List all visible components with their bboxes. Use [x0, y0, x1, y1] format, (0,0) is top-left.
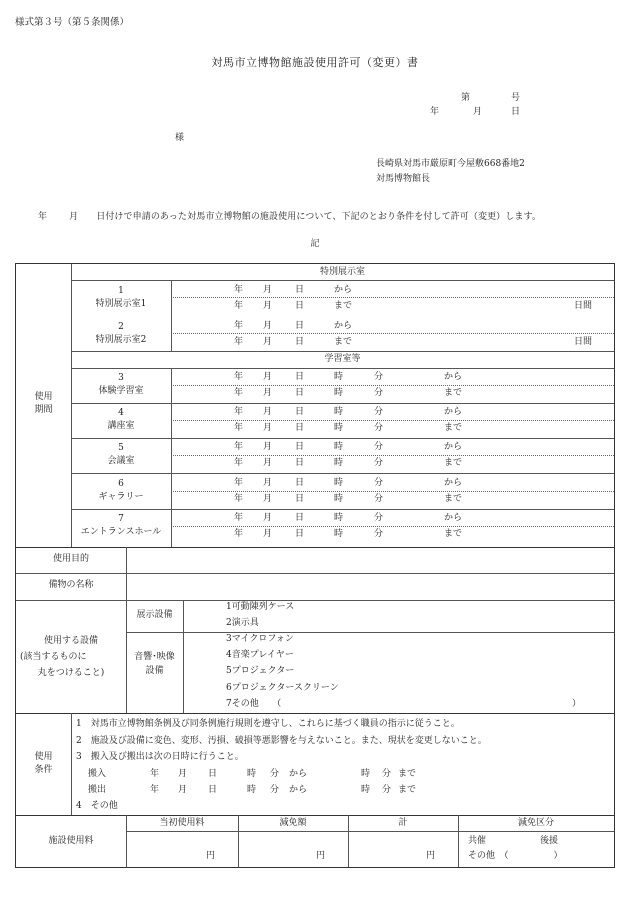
date-unit: 日 [295, 337, 305, 347]
datetime-unit: 日 [295, 478, 305, 488]
datetime-unit: 年 [234, 494, 244, 504]
condition-4: 4 その他 [76, 801, 118, 811]
datetime-unit: 年 [234, 423, 244, 433]
datetime-unit: 分 [374, 372, 384, 382]
fee-amount-input[interactable] [128, 833, 236, 865]
datetime-unit: 年 [234, 529, 244, 539]
date-unit: まで [334, 301, 353, 311]
fee-header: 減免区分 [517, 818, 554, 828]
equipment-option[interactable]: 3マイクロフォン [226, 634, 294, 644]
item-names-input[interactable] [128, 575, 612, 597]
grid-line [171, 280, 172, 352]
label-usage-period: 使用 [34, 392, 53, 402]
datetime-unit: 時 [334, 458, 344, 468]
datetime-unit: 月 [263, 478, 273, 488]
label-av-equipment-2: 設備 [145, 666, 164, 676]
body-month: 月 [69, 212, 79, 222]
label-purpose: 使用目的 [52, 554, 89, 564]
datetime-unit: 年 [150, 785, 160, 795]
grid-line [71, 438, 614, 439]
label-equipment-note-2: 丸をつけること) [37, 668, 105, 678]
datetime-unit: 時 [334, 442, 344, 452]
date-unit: 年 [234, 337, 244, 347]
datetime-unit: 時 [247, 769, 257, 779]
datetime-unit: 時 [334, 407, 344, 417]
grid-line [71, 351, 614, 352]
label-conditions: 使用 [34, 752, 53, 762]
label-conditions-2: 条件 [34, 765, 53, 775]
datetime-unit: 年 [234, 442, 244, 452]
reduction-option-kyosai: 共催 [468, 836, 487, 846]
section-study-rooms: 学習室等 [324, 354, 361, 364]
date-unit: 日 [295, 301, 305, 311]
issuer-name: 対馬博物館長 [376, 174, 431, 184]
datetime-unit: 月 [178, 785, 188, 795]
condition-2: 2 施設及び設備に変色、変形、汚損、破損等悪影響を与えないこと。また、現状を変更しないこと。 [76, 736, 487, 746]
datetime-range-input[interactable] [173, 370, 553, 402]
purpose-input[interactable] [128, 549, 612, 571]
datetime-unit: から [289, 769, 308, 779]
permit-table [15, 263, 615, 868]
condition-1: 1 対馬市立博物館条例及び同条例施行規則を遵守し、これらに基づく職員の指示に従うこと。 [76, 719, 460, 729]
datetime-unit: 月 [263, 513, 273, 523]
room-number: 4 [118, 408, 124, 418]
datetime-unit: 月 [263, 407, 273, 417]
room-number: 3 [118, 373, 124, 383]
datetime-unit: から [444, 407, 463, 417]
datetime-unit: 日 [295, 423, 305, 433]
grid-line [71, 509, 614, 510]
reduction-option-other: その他 （ ） [468, 851, 563, 861]
datetime-unit: 月 [263, 423, 273, 433]
room-name: 会議室 [107, 456, 135, 466]
condition-3: 3 搬入及び搬出は次の日時に行うこと。 [76, 752, 244, 762]
yen-unit: 円 [426, 851, 436, 861]
date-range-input[interactable] [173, 318, 553, 350]
body-year: 年 [38, 212, 48, 222]
room-name: 特別展示室2 [95, 335, 147, 345]
document-title: 対馬市立博物館施設使用許可（変更）書 [211, 56, 419, 69]
date-unit: 日 [295, 321, 305, 331]
datetime-range-input[interactable] [173, 405, 553, 437]
datetime-unit: 月 [263, 494, 273, 504]
addressee-sama: 様 [175, 133, 185, 143]
datetime-unit: 年 [234, 372, 244, 382]
equipment-option[interactable]: 6プロジェクタースクリーン [226, 683, 339, 693]
number-dai: 第 [461, 93, 471, 103]
datetime-unit: まで [444, 529, 463, 539]
room-number: 5 [118, 443, 124, 453]
datetime-unit: 時 [334, 372, 344, 382]
datetime-unit: 月 [263, 388, 273, 398]
datetime-unit: まで [444, 458, 463, 468]
datetime-unit: から [289, 785, 308, 795]
yen-unit: 円 [206, 851, 216, 861]
date-unit: から [334, 285, 353, 295]
datetime-unit: 日 [295, 442, 305, 452]
label-equipment: 使用する設備 [43, 636, 98, 646]
datetime-unit: から [444, 442, 463, 452]
issuer-address: 長崎県対馬市厳原町今屋敷668番地2 [376, 159, 525, 169]
number-go: 号 [511, 93, 521, 103]
datetime-unit: 月 [263, 529, 273, 539]
datetime-unit: 分 [270, 785, 280, 795]
datetime-unit: 分 [374, 423, 384, 433]
datetime-unit: 分 [382, 769, 392, 779]
reduction-option-koen: 後援 [540, 836, 559, 846]
equipment-option: 1可動陳列ケース [226, 602, 295, 612]
datetime-unit: から [444, 478, 463, 488]
room-name: 体験学習室 [98, 386, 144, 396]
fee-amount-input[interactable] [350, 833, 456, 865]
datetime-unit: 年 [234, 388, 244, 398]
body-text: 日付けで申請のあった対馬市立博物館の施設使用について、下記のとおり条件を付して許可（変更）します。 [96, 212, 541, 222]
grid-line [71, 368, 614, 369]
datetime-unit: 日 [295, 529, 305, 539]
datetime-unit: 時 [334, 388, 344, 398]
room-name: エントランスホール [80, 527, 162, 537]
days-label: 日間 [574, 337, 593, 347]
datetime-unit: 分 [270, 769, 280, 779]
room-name: 特別展示室1 [95, 299, 147, 309]
room-number: 7 [118, 514, 124, 524]
datetime-unit: 分 [382, 785, 392, 795]
datetime-unit: まで [444, 494, 463, 504]
room-number: 6 [118, 479, 124, 489]
date-year: 年 [430, 107, 440, 117]
transport-label: 搬入 [88, 769, 107, 779]
datetime-unit: 分 [374, 442, 384, 452]
datetime-unit: 年 [150, 769, 160, 779]
datetime-unit: まで [398, 785, 417, 795]
datetime-unit: 時 [361, 769, 371, 779]
grid-line [126, 831, 614, 832]
datetime-unit: 日 [295, 458, 305, 468]
grid-line [183, 600, 184, 713]
grid-line [71, 713, 72, 815]
datetime-unit: 年 [234, 513, 244, 523]
datetime-unit: 日 [208, 785, 218, 795]
label-usage-period-2: 期間 [34, 405, 53, 415]
datetime-unit: 年 [234, 478, 244, 488]
datetime-range-input[interactable] [173, 440, 553, 472]
ki-marker: 記 [310, 239, 320, 249]
datetime-unit: 分 [374, 494, 384, 504]
datetime-unit: 月 [263, 372, 273, 382]
datetime-unit: まで [398, 769, 417, 779]
datetime-unit: 日 [295, 494, 305, 504]
datetime-unit: 時 [334, 423, 344, 433]
equipment-option[interactable]: 5プロジェクター [226, 666, 295, 676]
date-unit: 年 [234, 301, 244, 311]
datetime-unit: 時 [334, 529, 344, 539]
datetime-unit: 時 [334, 513, 344, 523]
grid-line [126, 632, 614, 633]
datetime-unit: 日 [295, 513, 305, 523]
date-unit: 月 [263, 337, 273, 347]
datetime-unit: 月 [263, 458, 273, 468]
label-item-names: 備物の名称 [48, 580, 94, 590]
datetime-unit: 日 [208, 769, 218, 779]
label-equipment-note-1: (該当するものに [20, 652, 87, 662]
datetime-unit: 時 [334, 478, 344, 488]
date-unit: 月 [263, 301, 273, 311]
transport-label: 搬出 [88, 785, 107, 795]
datetime-unit: 月 [178, 769, 188, 779]
room-name: 講座室 [107, 421, 135, 431]
form-id: 様式第３号（第５条関係） [15, 17, 130, 28]
equipment-option[interactable]: 7その他 （ [226, 699, 282, 709]
body-paragraph [38, 212, 541, 223]
date-day: 日 [511, 107, 521, 117]
datetime-unit: 月 [263, 442, 273, 452]
datetime-range-input[interactable] [173, 511, 553, 543]
grid-line [71, 473, 614, 474]
room-number: 1 [118, 286, 124, 296]
equipment-option[interactable]: 4音楽プレイヤー [226, 650, 294, 660]
fee-header: 減免額 [279, 818, 307, 828]
datetime-unit: 日 [295, 372, 305, 382]
datetime-unit: から [444, 372, 463, 382]
datetime-unit: 年 [234, 458, 244, 468]
grid-line [16, 713, 614, 714]
room-number: 2 [118, 322, 124, 332]
datetime-unit: 日 [295, 407, 305, 417]
date-month: 月 [473, 107, 483, 117]
grid-line [16, 815, 614, 816]
datetime-unit: から [444, 513, 463, 523]
datetime-unit: 時 [247, 785, 257, 795]
datetime-unit: 分 [374, 458, 384, 468]
date-range-input[interactable] [173, 282, 553, 314]
datetime-unit: 時 [361, 785, 371, 795]
label-display-equipment: 展示設備 [136, 610, 173, 620]
datetime-unit: 分 [374, 478, 384, 488]
section-special-exhibition: 特別展示室 [319, 267, 365, 277]
datetime-unit: 分 [374, 407, 384, 417]
grid-line [171, 368, 172, 547]
datetime-unit: 時 [334, 494, 344, 504]
grid-line [71, 403, 614, 404]
fee-header: 当初使用料 [159, 818, 205, 828]
label-av-equipment: 音響･映像 [134, 652, 175, 662]
date-unit: 年 [234, 321, 244, 331]
label-facility-fee: 施設使用料 [48, 836, 94, 846]
grid-line [16, 573, 614, 574]
fee-header: 計 [398, 818, 408, 828]
datetime-range-input[interactable] [173, 476, 553, 508]
grid-line [16, 600, 614, 601]
datetime-unit: 分 [374, 529, 384, 539]
date-unit: 日 [295, 285, 305, 295]
fee-amount-input[interactable] [240, 833, 346, 865]
grid-line [71, 280, 614, 281]
date-unit: から [334, 321, 353, 331]
datetime-unit: まで [444, 423, 463, 433]
date-unit: 月 [263, 285, 273, 295]
datetime-unit: 分 [374, 388, 384, 398]
room-name: ギャラリー [98, 492, 144, 502]
date-unit: 年 [234, 285, 244, 295]
date-unit: 月 [263, 321, 273, 331]
days-label: 日間 [574, 301, 593, 311]
datetime-unit: 年 [234, 407, 244, 417]
close-paren: ） [572, 699, 582, 709]
datetime-unit: まで [444, 388, 463, 398]
date-unit: まで [334, 337, 353, 347]
yen-unit: 円 [316, 851, 326, 861]
datetime-unit: 日 [295, 388, 305, 398]
equipment-option: 2演示具 [226, 618, 259, 628]
datetime-unit: 分 [374, 513, 384, 523]
